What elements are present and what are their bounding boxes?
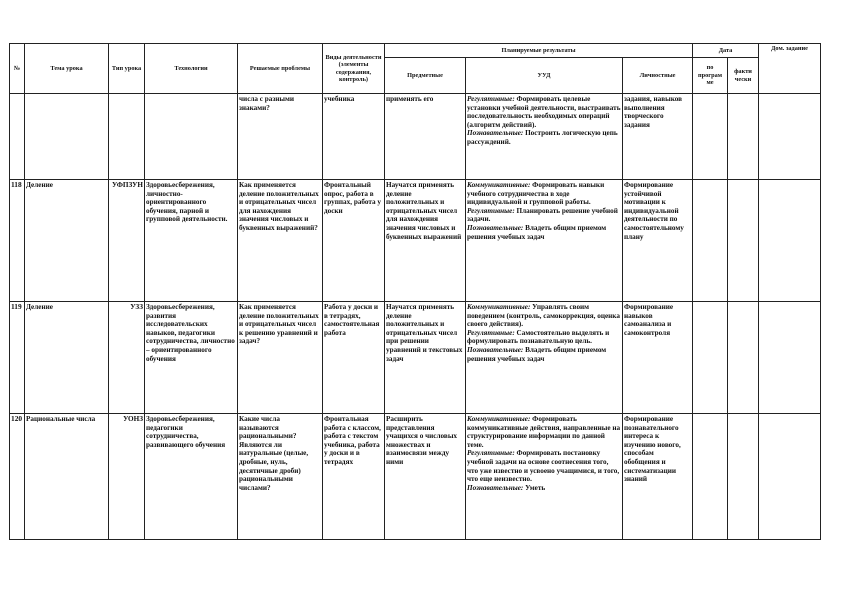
header-problems: Решаемые проблемы (238, 44, 323, 94)
row-problems: Как применяется деление положительных и отрицательных чисел к решению уравнений и задач? (238, 302, 323, 414)
row-activities: Фронтальная работа с классом, работа с текстом учебника, работа у доски и в тетрадях (323, 414, 385, 540)
uud-item: Познавательные: Построить логическую цепь рассуждений. (467, 129, 618, 146)
table-row (10, 180, 821, 302)
row-subject: Расширить представления учащихся о числовых множествах и взаимосвязи между ними (385, 414, 466, 540)
row-date-plan (693, 180, 728, 302)
row-topic (25, 94, 109, 180)
row-problems: Какие числа называются рациональными? Являются ли натуральные (целые, дробные, нуль, десятичные дроби) рациональными числами? (238, 414, 323, 540)
row-tech: Здоровьесбережения, личностно-ориентированного обучения, парной и групповой деятельности. (145, 180, 238, 302)
row-num (10, 94, 25, 180)
table-row (10, 94, 821, 180)
row-uud (466, 414, 623, 540)
row-date-plan (693, 302, 728, 414)
row-activities: Фронтальный опрос, работа в группах, работа у доски (323, 180, 385, 302)
row-topic: Деление (25, 302, 109, 414)
row-type: УФПЗУН (109, 180, 145, 302)
row-personal: Формирование познавательного интереса к изучению нового, способам обобщения и систематизации знаний (623, 414, 693, 540)
header-num: № (10, 44, 25, 94)
row-date-fact (728, 302, 759, 414)
row-num: 120 (10, 414, 25, 540)
row-num: 118 (10, 180, 25, 302)
row-tech (145, 94, 238, 180)
lesson-plan-table (9, 43, 821, 540)
row-personal: Формирование устойчивой мотивации к индивидуальной деятельности по самостоятельному плану (623, 180, 693, 302)
uud-item: Познавательные: Владеть общим приемом решения учебных задач (467, 223, 607, 241)
header-uud: УУД (466, 58, 623, 94)
uud-item: Регулятивные: Планировать решение учебной задачи. (467, 206, 618, 224)
row-subject: Научатся применять деление положительных и отрицательных чисел при решении уравнений и текстовых задач (385, 302, 466, 414)
row-problems: числа с разными знаками? (238, 94, 323, 180)
header-date-fact: факти чески (728, 58, 759, 94)
row-activities: учебника (323, 94, 385, 180)
row-homework (759, 414, 821, 540)
header-subject: Предметные (385, 58, 466, 94)
row-uud (466, 302, 623, 414)
row-personal: задания, навыков выполнения творческого задания (623, 94, 693, 180)
row-num: 119 (10, 302, 25, 414)
header-personal: Личностные (623, 58, 693, 94)
header-homework: Дом. задание (759, 44, 821, 94)
row-date-fact (728, 94, 759, 180)
row-date-plan (693, 414, 728, 540)
row-type: УЗЗ (109, 302, 145, 414)
row-tech: Здоровьесбережения, педагогики сотрудничества, развивающего обучения (145, 414, 238, 540)
table-row (10, 414, 821, 540)
header-activities: Виды деятельности (элементы содержания, контроль) (323, 44, 385, 94)
header-type: Тип урока (109, 44, 145, 94)
header-date: Дата (693, 44, 759, 58)
row-problems: Как применяется деление положительных и отрицательных чисел для нахождения значения числовых и буквенных выражений? (238, 180, 323, 302)
row-homework (759, 180, 821, 302)
row-activities: Работа у доски и в тетрадях, самостоятельная работа (323, 302, 385, 414)
row-date-plan (693, 94, 728, 180)
row-topic: Рациональные числа (25, 414, 109, 540)
row-uud (466, 94, 623, 180)
header-technologies: Технологии (145, 44, 238, 94)
row-date-fact (728, 414, 759, 540)
uud-item: Коммуникативные: Формировать навыки учебного сотрудничества в ходе индивидуальной и групповой работы. (467, 181, 605, 207)
row-homework (759, 94, 821, 180)
row-type: УОНЗ (109, 414, 145, 540)
uud-item: Регулятивные: Формировать постановку учебной задачи на основе соотнесения того, что уже известно и усвоено учащимися, и того, что еще неизвестно. (467, 449, 620, 484)
row-tech: Здоровьесбережения, развития исследовательских навыков, педагогики сотрудничества, личностно – ориентированного обучения (145, 302, 238, 414)
row-topic: Деление (25, 180, 109, 302)
uud-item: Регулятивные: Самостоятельно выделять и формулировать познавательную цель. (467, 328, 610, 346)
uud-item: Коммуникативные: Управлять своим поведением (контроль, самокоррекция, оценка своего действия). (467, 303, 620, 329)
uud-item: Познавательные: Владеть общим приемом решения учебных задач (467, 345, 607, 363)
uud-item: Коммуникативные: Формировать коммуникативные действия, направленные на структурирование информации по данной теме. (467, 415, 621, 449)
row-subject: Научатся применять деление положительных и отрицательных чисел для нахождения значения числовых и буквенных выражений (385, 180, 466, 302)
uud-item: Познавательные: Уметь (467, 483, 546, 492)
row-homework (759, 302, 821, 414)
row-subject: применять его (385, 94, 466, 180)
row-uud (466, 180, 623, 302)
header-date-plan: по програм ме (693, 58, 728, 94)
header-planned-results: Планируемые результаты (385, 44, 693, 58)
table-row (10, 302, 821, 414)
header-topic: Тема урока (25, 44, 109, 94)
row-date-fact (728, 180, 759, 302)
uud-item: Регулятивные: Формировать целевые установки учебной деятельности, выстраивать последовательность необходимых операций (алгоритм действий). (467, 95, 621, 129)
row-type (109, 94, 145, 180)
row-personal: Формирование навыков самоанализа и самоконтроля (623, 302, 693, 414)
